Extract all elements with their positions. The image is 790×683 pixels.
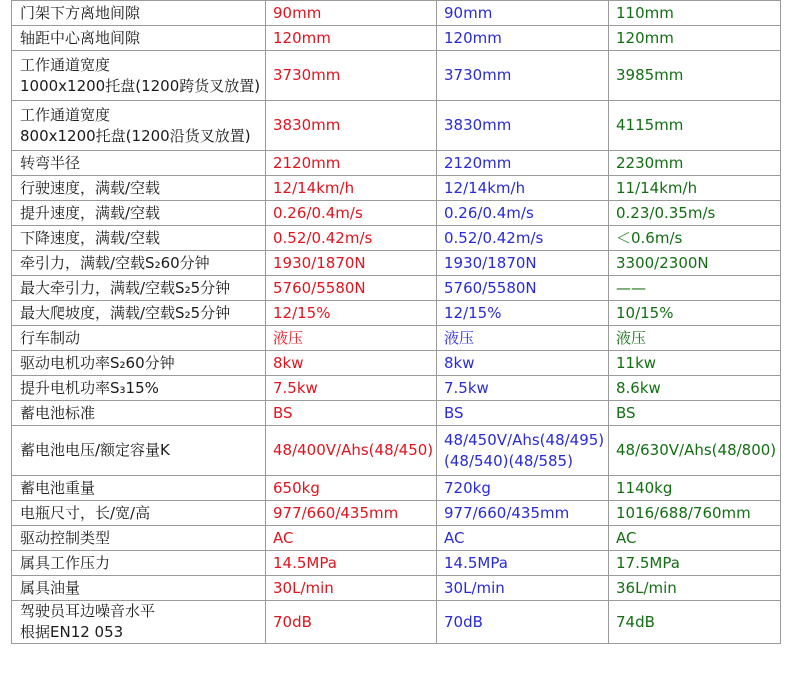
model-3-value: 17.5MPa xyxy=(616,553,680,572)
model-2-value: 8kw xyxy=(444,353,475,372)
model-2-value: 14.5MPa xyxy=(444,553,508,572)
spec-row xyxy=(12,426,781,476)
spec-label-cell xyxy=(12,51,266,101)
model-2-value: 120mm xyxy=(444,28,502,47)
model-1-value: 30L/min xyxy=(273,578,334,597)
model-3-value-cell xyxy=(609,501,781,526)
model-3-value-cell xyxy=(609,551,781,576)
model-1-value-cell xyxy=(266,376,437,401)
spec-row xyxy=(12,151,781,176)
model-3-value: 2230mm xyxy=(616,153,684,172)
model-3-value: 110mm xyxy=(616,3,674,22)
spec-label-cell xyxy=(12,551,266,576)
spec-row xyxy=(12,176,781,201)
model-3-value: 74dB xyxy=(616,612,655,631)
model-3-value-cell xyxy=(609,101,781,151)
spec-table xyxy=(11,0,781,644)
spec-row xyxy=(12,1,781,26)
spec-label-cell xyxy=(12,326,266,351)
model-2-value-cell xyxy=(437,51,609,101)
model-2-value-cell xyxy=(437,476,609,501)
model-3-value-cell xyxy=(609,426,781,476)
model-3-value-cell xyxy=(609,601,781,644)
model-2-value-cell xyxy=(437,501,609,526)
spec-label-cell xyxy=(12,251,266,276)
model-2-value-cell xyxy=(437,426,609,476)
spec-label: 提升电机功率S₃15% xyxy=(20,378,159,397)
spec-label-cell xyxy=(12,351,266,376)
spec-label: 驾驶员耳边噪音水平 xyxy=(20,602,156,620)
spec-label: 门架下方离地间隙 xyxy=(20,3,141,22)
spec-row xyxy=(12,26,781,51)
spec-label: 最大牵引力，满载/空载S₂5分钟 xyxy=(20,278,231,297)
model-1-value: 2120mm xyxy=(273,153,341,172)
model-1-value: 3830mm xyxy=(273,116,341,134)
model-2-value-cell xyxy=(437,176,609,201)
model-3-value: 液压 xyxy=(616,328,647,347)
model-2-value: 5760/5580N xyxy=(444,278,537,297)
model-1-value-cell xyxy=(266,576,437,601)
model-2-value: 30L/min xyxy=(444,578,505,597)
model-2-value-cell xyxy=(437,1,609,26)
model-1-value: 90mm xyxy=(273,3,322,22)
model-3-value: —— xyxy=(616,278,646,297)
model-1-value-cell xyxy=(266,301,437,326)
model-2-value-cell xyxy=(437,351,609,376)
spec-label-cell xyxy=(12,376,266,401)
model-3-value: ＜0.6m/s xyxy=(616,228,683,247)
model-3-value: 36L/min xyxy=(616,578,677,597)
model-1-value: 3730mm xyxy=(273,66,341,84)
model-1-value: 1930/1870N xyxy=(273,253,366,272)
model-3-value-cell xyxy=(609,251,781,276)
model-1-value-cell xyxy=(266,51,437,101)
model-1-value-cell xyxy=(266,326,437,351)
model-3-value: 3985mm xyxy=(616,66,684,84)
model-3-value-cell xyxy=(609,351,781,376)
model-1-value-cell xyxy=(266,551,437,576)
spec-label-cell xyxy=(12,601,266,644)
model-3-value-cell xyxy=(609,476,781,501)
model-1-value-cell xyxy=(266,401,437,426)
model-3-value-cell xyxy=(609,51,781,101)
model-3-value-cell xyxy=(609,201,781,226)
model-2-value: 0.26/0.4m/s xyxy=(444,203,534,222)
model-2-value: 12/15% xyxy=(444,303,502,322)
spec-label: 驱动电机功率S₂60分钟 xyxy=(20,353,175,372)
spec-label-cell xyxy=(12,151,266,176)
spec-row xyxy=(12,101,781,151)
spec-row xyxy=(12,351,781,376)
model-2-value-cell xyxy=(437,326,609,351)
model-1-value-cell xyxy=(266,1,437,26)
model-2-value: 3830mm xyxy=(444,116,512,134)
model-2-value-cell xyxy=(437,576,609,601)
model-3-value: 3300/2300N xyxy=(616,253,709,272)
model-2-value: 12/14km/h xyxy=(444,178,526,197)
model-1-value: BS xyxy=(273,403,293,422)
model-3-value: 8.6kw xyxy=(616,378,661,397)
spec-row xyxy=(12,276,781,301)
model-1-value-cell xyxy=(266,601,437,644)
model-3-value-cell xyxy=(609,276,781,301)
spec-label: 蓄电池重量 xyxy=(20,478,96,497)
spec-row xyxy=(12,601,781,644)
model-2-value-cell xyxy=(437,226,609,251)
model-2-value-cell xyxy=(437,26,609,51)
spec-row xyxy=(12,401,781,426)
spec-label: 轴距中心离地间隙 xyxy=(20,28,141,47)
model-1-value-cell xyxy=(266,226,437,251)
model-2-value-cell xyxy=(437,401,609,426)
model-3-value: AC xyxy=(616,528,637,547)
model-2-value: 3730mm xyxy=(444,66,512,84)
model-3-value-cell xyxy=(609,26,781,51)
spec-row xyxy=(12,201,781,226)
model-2-value: 720kg xyxy=(444,478,491,497)
spec-label-cell xyxy=(12,26,266,51)
model-3-value-cell xyxy=(609,576,781,601)
model-2-value: 977/660/435mm xyxy=(444,503,570,522)
model-3-value-cell xyxy=(609,226,781,251)
model-3-value: 1140kg xyxy=(616,478,673,497)
model-3-value-cell xyxy=(609,176,781,201)
model-3-value-cell xyxy=(609,376,781,401)
model-1-value: 12/15% xyxy=(273,303,331,322)
spec-label: 根据EN12 053 xyxy=(20,623,124,641)
model-2-value-cell xyxy=(437,101,609,151)
model-1-value-cell xyxy=(266,351,437,376)
spec-row xyxy=(12,376,781,401)
spec-label-cell xyxy=(12,576,266,601)
model-1-value-cell xyxy=(266,426,437,476)
spec-label-cell xyxy=(12,401,266,426)
model-1-value-cell xyxy=(266,26,437,51)
spec-label-cell xyxy=(12,101,266,151)
spec-label: 电瓶尺寸，长/宽/高 xyxy=(20,503,151,522)
spec-row xyxy=(12,476,781,501)
model-2-value: 1930/1870N xyxy=(444,253,537,272)
model-2-value-cell xyxy=(437,551,609,576)
model-1-value: AC xyxy=(273,528,294,547)
model-2-value-cell xyxy=(437,151,609,176)
model-3-value-cell xyxy=(609,326,781,351)
spec-label: 行驶速度，满载/空载 xyxy=(20,178,161,197)
spec-label-cell xyxy=(12,476,266,501)
model-1-value: 48/400V/Ahs(48/450) xyxy=(273,441,434,459)
model-1-value: 5760/5580N xyxy=(273,278,366,297)
spec-label-cell xyxy=(12,176,266,201)
model-3-value-cell xyxy=(609,151,781,176)
spec-label: 蓄电池标准 xyxy=(20,403,96,422)
spec-label: 行车制动 xyxy=(20,328,81,347)
spec-row xyxy=(12,576,781,601)
model-1-value: 120mm xyxy=(273,28,331,47)
model-2-value: BS xyxy=(444,403,464,422)
spec-label: 提升速度，满载/空载 xyxy=(20,203,161,222)
model-1-value-cell xyxy=(266,501,437,526)
spec-label-cell xyxy=(12,201,266,226)
spec-label: 牵引力，满载/空载S₂60分钟 xyxy=(20,253,210,272)
spec-label: 工作通道宽度 xyxy=(20,105,111,124)
spec-label: 属具工作压力 xyxy=(20,553,111,572)
model-1-value-cell xyxy=(266,476,437,501)
spec-label: 属具油量 xyxy=(20,578,81,597)
spec-label-cell xyxy=(12,501,266,526)
spec-row xyxy=(12,551,781,576)
model-2-value: 90mm xyxy=(444,3,493,22)
spec-label: 蓄电池电压/额定容量K xyxy=(20,441,170,459)
model-2-value: (48/540)(48/585) xyxy=(444,451,573,470)
model-2-value: AC xyxy=(444,528,465,547)
spec-row xyxy=(12,526,781,551)
model-2-value: 70dB xyxy=(444,612,483,631)
spec-label-cell xyxy=(12,301,266,326)
model-2-value-cell xyxy=(437,301,609,326)
spec-row xyxy=(12,501,781,526)
spec-label: 最大爬坡度，满载/空载S₂5分钟 xyxy=(20,303,231,322)
spec-label: 下降速度，满载/空载 xyxy=(20,228,161,247)
model-2-value-cell xyxy=(437,526,609,551)
model-1-value-cell xyxy=(266,101,437,151)
spec-row xyxy=(12,51,781,101)
model-3-value: 48/630V/Ahs(48/800) xyxy=(616,441,777,459)
model-3-value-cell xyxy=(609,1,781,26)
model-3-value-cell xyxy=(609,526,781,551)
model-3-value: 4115mm xyxy=(616,116,684,134)
model-1-value: 0.52/0.42m/s xyxy=(273,228,373,247)
model-1-value: 650kg xyxy=(273,478,320,497)
model-1-value: 液压 xyxy=(273,328,304,347)
spec-label-cell xyxy=(12,226,266,251)
model-1-value: 0.26/0.4m/s xyxy=(273,203,363,222)
spec-sheet xyxy=(11,0,780,644)
spec-label: 1000x1200托盘(1200跨货叉放置) xyxy=(20,76,261,95)
model-2-value: 液压 xyxy=(444,328,475,347)
model-2-value-cell xyxy=(437,601,609,644)
model-1-value: 977/660/435mm xyxy=(273,503,399,522)
model-2-value: 48/450V/Ahs(48/495) xyxy=(444,430,605,449)
spec-label-cell xyxy=(12,426,266,476)
model-1-value-cell xyxy=(266,151,437,176)
spec-row xyxy=(12,226,781,251)
model-2-value-cell xyxy=(437,251,609,276)
spec-row xyxy=(12,326,781,351)
spec-label: 驱动控制类型 xyxy=(20,528,111,547)
model-2-value-cell xyxy=(437,201,609,226)
model-3-value: 10/15% xyxy=(616,303,674,322)
model-2-value-cell xyxy=(437,376,609,401)
spec-label-cell xyxy=(12,1,266,26)
spec-label-cell xyxy=(12,276,266,301)
model-3-value: 11kw xyxy=(616,353,657,372)
spec-label-cell xyxy=(12,526,266,551)
spec-row xyxy=(12,251,781,276)
model-1-value-cell xyxy=(266,526,437,551)
model-3-value: 0.23/0.35m/s xyxy=(616,203,716,222)
model-3-value: 120mm xyxy=(616,28,674,47)
spec-label: 转弯半径 xyxy=(20,153,81,172)
spec-label: 工作通道宽度 xyxy=(20,55,111,74)
model-3-value: 11/14km/h xyxy=(616,178,698,197)
model-2-value: 0.52/0.42m/s xyxy=(444,228,544,247)
model-3-value: BS xyxy=(616,403,636,422)
spec-label: 800x1200托盘(1200沿货叉放置) xyxy=(20,126,251,145)
model-1-value: 12/14km/h xyxy=(273,178,355,197)
model-2-value-cell xyxy=(437,276,609,301)
model-2-value: 2120mm xyxy=(444,153,512,172)
model-1-value-cell xyxy=(266,251,437,276)
model-1-value: 14.5MPa xyxy=(273,553,337,572)
model-3-value: 1016/688/760mm xyxy=(616,503,751,522)
model-1-value: 7.5kw xyxy=(273,378,318,397)
model-2-value: 7.5kw xyxy=(444,378,489,397)
spec-row xyxy=(12,301,781,326)
model-1-value: 8kw xyxy=(273,353,304,372)
model-3-value-cell xyxy=(609,401,781,426)
model-3-value-cell xyxy=(609,301,781,326)
model-1-value: 70dB xyxy=(273,612,312,631)
model-1-value-cell xyxy=(266,201,437,226)
model-1-value-cell xyxy=(266,276,437,301)
model-1-value-cell xyxy=(266,176,437,201)
